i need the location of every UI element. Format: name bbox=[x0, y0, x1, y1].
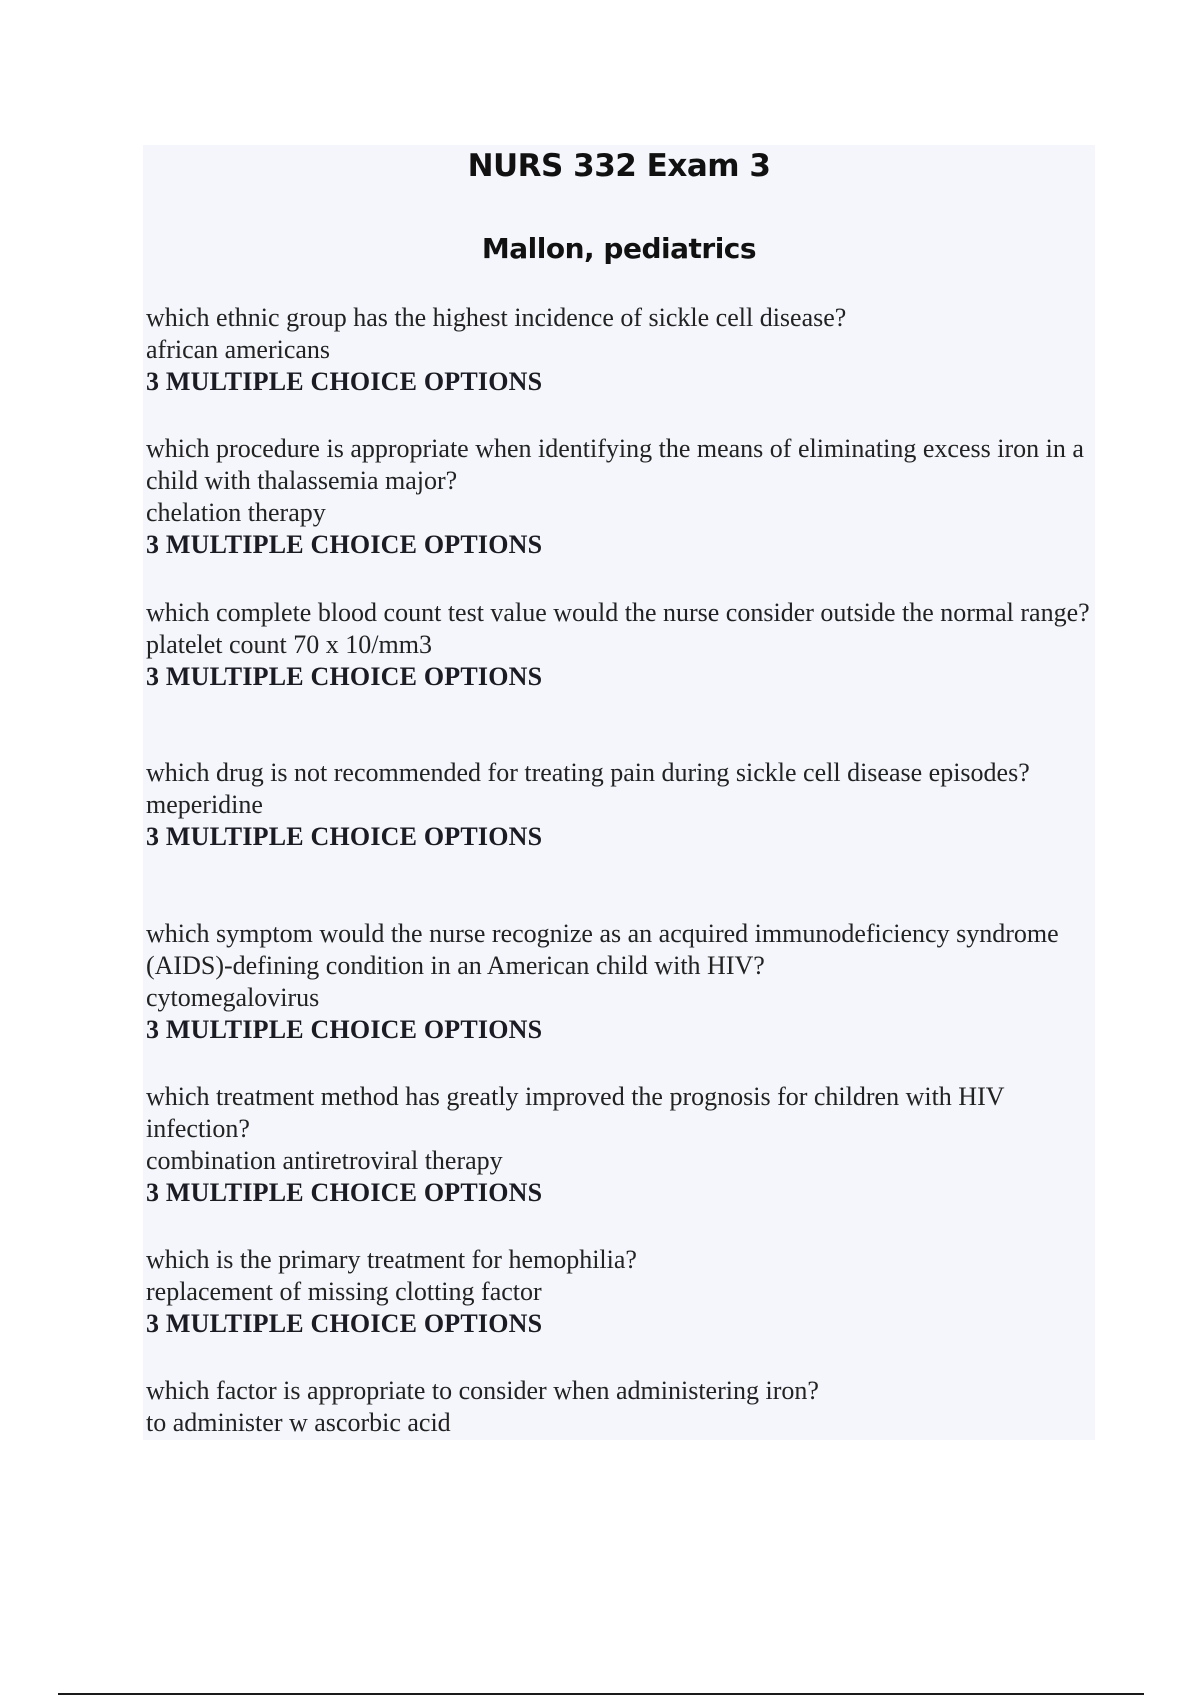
qa-item bbox=[146, 1081, 1091, 1209]
question-text: which symptom would the nurse recognize as an acquired immunodeficiency syndrome (AIDS)-defining condition in an American child with HIV? bbox=[146, 919, 1059, 980]
qa-item bbox=[146, 302, 1091, 398]
answer-text: meperidine bbox=[146, 790, 263, 819]
options-label: 3 MULTIPLE CHOICE OPTIONS bbox=[146, 530, 543, 559]
document-title: NURS 332 Exam 3 bbox=[467, 148, 771, 184]
question-text: which procedure is appropriate when identifying the means of eliminating excess iron in a child with thalassemia major? bbox=[146, 434, 1084, 495]
answer-text: chelation therapy bbox=[146, 498, 326, 527]
question-text: which is the primary treatment for hemophilia? bbox=[146, 1245, 637, 1274]
qa-item bbox=[146, 918, 1091, 1046]
document-subtitle: Mallon, pediatrics bbox=[481, 232, 757, 265]
options-label: 3 MULTIPLE CHOICE OPTIONS bbox=[146, 367, 543, 396]
qa-item bbox=[146, 1375, 1091, 1439]
question-text: which factor is appropriate to consider when administering iron? bbox=[146, 1376, 819, 1405]
answer-text: cytomegalovirus bbox=[146, 983, 320, 1012]
answer-text: to administer w ascorbic acid bbox=[146, 1408, 451, 1437]
answer-text: replacement of missing clotting factor bbox=[146, 1277, 542, 1306]
answer-text: african americans bbox=[146, 335, 331, 364]
options-label: 3 MULTIPLE CHOICE OPTIONS bbox=[146, 822, 543, 851]
page-bottom-rule bbox=[58, 1693, 1144, 1695]
qa-item bbox=[146, 597, 1091, 693]
answer-text: combination antiretroviral therapy bbox=[146, 1146, 503, 1175]
answer-text: platelet count 70 x 10/mm3 bbox=[146, 630, 432, 659]
question-text: which treatment method has greatly improved the prognosis for children with HIV infection? bbox=[146, 1082, 1005, 1143]
qa-item bbox=[146, 433, 1091, 561]
question-text: which complete blood count test value would the nurse consider outside the normal range? bbox=[146, 598, 1090, 627]
options-label: 3 MULTIPLE CHOICE OPTIONS bbox=[146, 1178, 543, 1207]
options-label: 3 MULTIPLE CHOICE OPTIONS bbox=[146, 1309, 543, 1338]
options-label: 3 MULTIPLE CHOICE OPTIONS bbox=[146, 1015, 543, 1044]
question-text: which ethnic group has the highest incidence of sickle cell disease? bbox=[146, 303, 847, 332]
qa-item bbox=[146, 1244, 1091, 1340]
qa-item bbox=[146, 757, 1091, 853]
question-text: which drug is not recommended for treating pain during sickle cell disease episodes? bbox=[146, 758, 1030, 787]
options-label: 3 MULTIPLE CHOICE OPTIONS bbox=[146, 662, 543, 691]
